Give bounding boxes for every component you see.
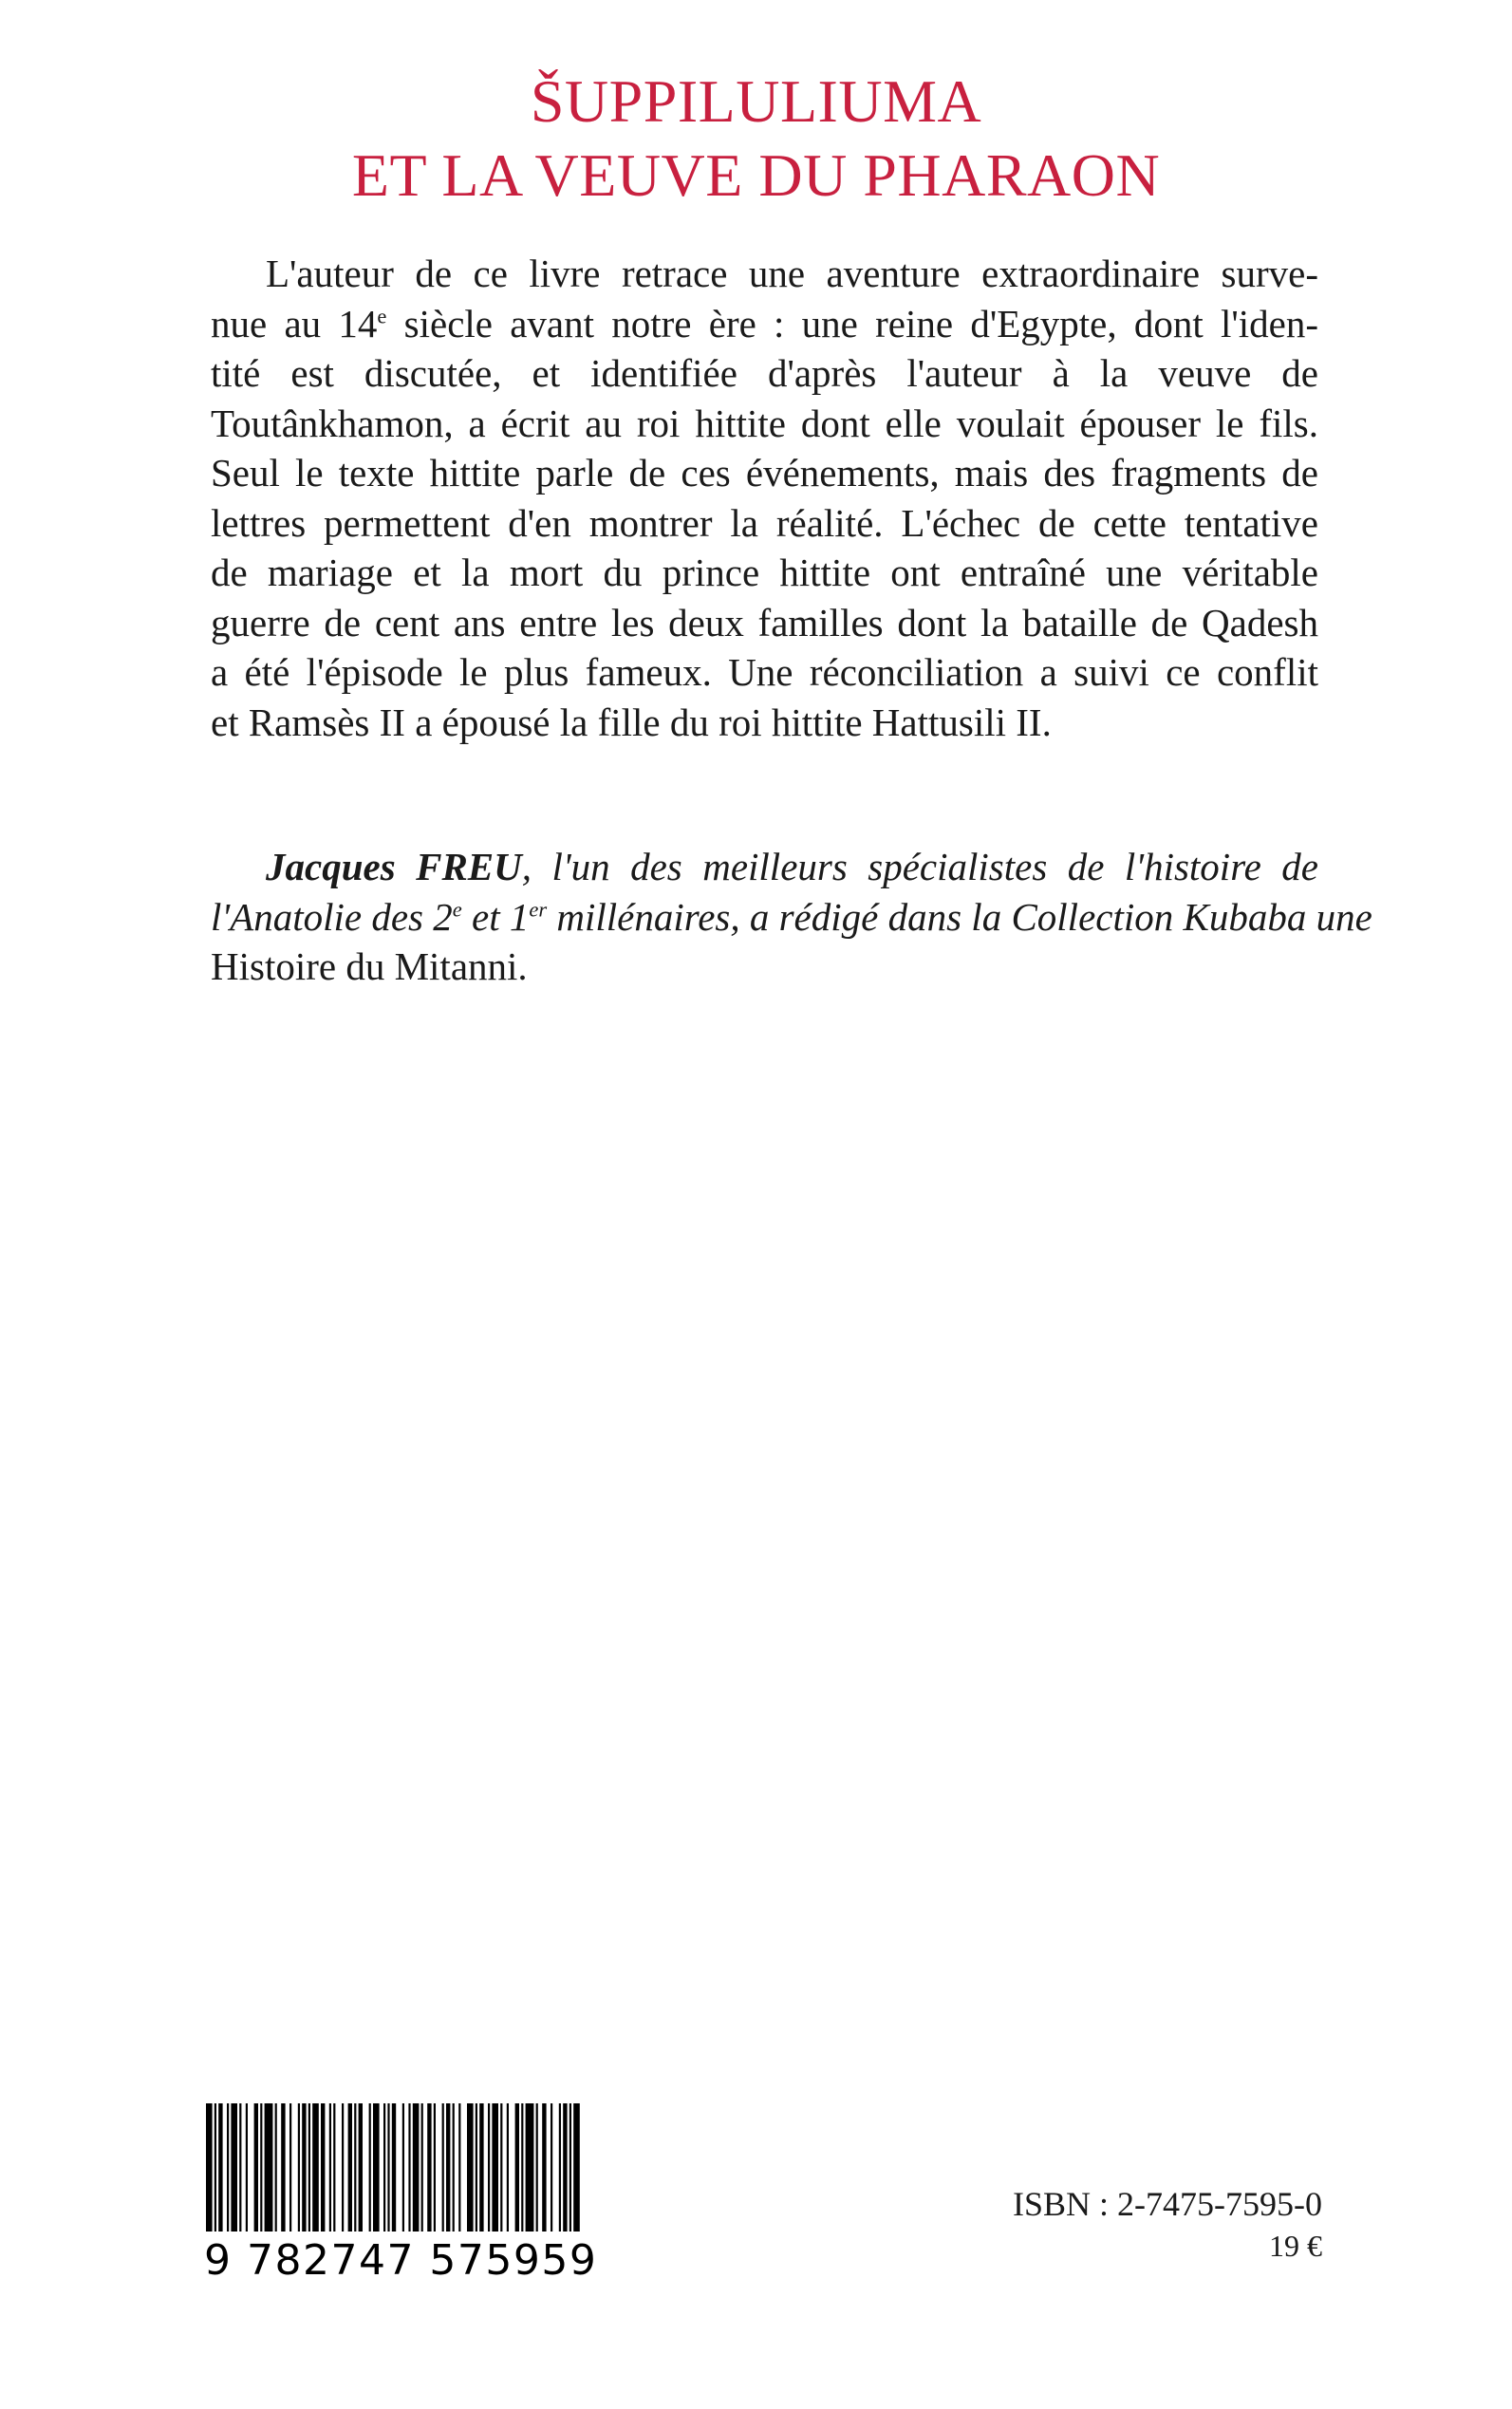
barcode-bar bbox=[215, 2103, 216, 2232]
barcode-bar bbox=[342, 2103, 344, 2232]
barcode-bar bbox=[227, 2103, 229, 2232]
barcode-bar bbox=[333, 2103, 335, 2232]
summary-line: Toutânkhamon, a écrit au roi hittite dont elle voulait épouser le fils. bbox=[211, 401, 1318, 445]
isbn-number: ISBN : 2-7475-7595-0 bbox=[1013, 2185, 1322, 2223]
summary-line: Seul le texte hittite parle de ces événements, mais des fragments de bbox=[211, 451, 1318, 495]
author-bio bbox=[211, 842, 1372, 992]
barcode-bar bbox=[354, 2103, 356, 2232]
summary-paragraph bbox=[211, 249, 1318, 747]
barcode-bar bbox=[536, 2103, 538, 2232]
barcode-bar bbox=[387, 2103, 389, 2232]
barcode-bar bbox=[265, 2103, 273, 2232]
summary-line: de mariage et la mort du prince hittite ont entraîné une véritable bbox=[211, 551, 1318, 594]
barcode-bar bbox=[281, 2103, 285, 2232]
summary-line: lettres permettent d'en montrer la réalité. L'échec de cette tentative bbox=[211, 500, 1318, 545]
barcode-bar bbox=[442, 2103, 444, 2232]
barcode-bar bbox=[260, 2103, 262, 2232]
barcode-bar bbox=[308, 2103, 310, 2232]
barcode-bar bbox=[446, 2103, 450, 2232]
barcode-bar bbox=[246, 2103, 248, 2232]
barcode-bar bbox=[526, 2103, 534, 2232]
superscript: e bbox=[377, 303, 387, 327]
barcode-bar bbox=[476, 2103, 477, 2232]
book-title-line-1: ŠUPPILULIUMA bbox=[530, 67, 982, 135]
summary-line: tité est discutée, et identifiée d'après l'auteur à la veuve de bbox=[211, 351, 1318, 395]
summary-line: L'auteur de ce livre retrace une aventure extraordinaire surve- bbox=[266, 252, 1318, 295]
summary-line: guerre de cent ans entre les deux familles dont la bataille de Qadesh bbox=[211, 600, 1318, 644]
author-bio-line: Jacques FREU, l'un des meilleurs spécialistes de l'histoire de bbox=[266, 845, 1318, 888]
barcode-bar bbox=[408, 2103, 410, 2232]
barcode-bar bbox=[383, 2103, 385, 2232]
barcode-bar bbox=[218, 2103, 222, 2232]
barcode bbox=[204, 2103, 598, 2293]
barcode-bar bbox=[488, 2103, 490, 2232]
barcode-bar bbox=[275, 2103, 277, 2232]
author-bio-line: l'Anatolie des 2e et 1er millénaires, a rédigé dans la Collection Kubaba une bbox=[211, 894, 1372, 939]
barcode-bar bbox=[458, 2103, 460, 2232]
barcode-bar bbox=[563, 2103, 567, 2232]
barcode-bar bbox=[302, 2103, 306, 2232]
barcode-bar bbox=[373, 2103, 380, 2232]
barcode-bar bbox=[573, 2103, 580, 2232]
barcode-bar bbox=[521, 2103, 523, 2232]
barcode-bar bbox=[321, 2103, 325, 2232]
barcode-bar bbox=[289, 2103, 291, 2232]
barcode-bar bbox=[453, 2103, 455, 2232]
barcode-bar bbox=[542, 2103, 546, 2232]
barcode-bar bbox=[206, 2103, 213, 2232]
barcode-bar bbox=[239, 2103, 241, 2232]
barcode-bar bbox=[559, 2103, 561, 2232]
barcode-bar bbox=[312, 2103, 319, 2232]
price: 19 € bbox=[1269, 2229, 1322, 2263]
barcode-digits: 9 782747 575959 bbox=[204, 2236, 598, 2285]
barcode-bar bbox=[369, 2103, 371, 2232]
author-name: Jacques FREU bbox=[266, 845, 522, 888]
barcode-bar bbox=[231, 2103, 237, 2232]
barcode-bar bbox=[298, 2103, 300, 2232]
barcode-bar bbox=[359, 2103, 363, 2232]
barcode-bar bbox=[500, 2103, 502, 2232]
barcode-bar bbox=[434, 2103, 436, 2232]
barcode-bar bbox=[392, 2103, 396, 2232]
barcode-bar bbox=[551, 2103, 552, 2232]
book-title-line-2: ET LA VEUVE DU PHARAON bbox=[351, 141, 1161, 209]
book-title bbox=[0, 65, 1512, 213]
barcode-bar bbox=[515, 2103, 519, 2232]
barcode-bar bbox=[479, 2103, 483, 2232]
summary-line: a été l'épisode le plus fameux. Une réconciliation a suivi ce conflit bbox=[211, 650, 1318, 694]
summary-line: et Ramsès II a épousé la fille du roi hittite Hattusili II. bbox=[211, 700, 1052, 744]
barcode-bar bbox=[254, 2103, 258, 2232]
author-bio-line: Histoire du Mitanni. bbox=[211, 944, 528, 988]
barcode-bar bbox=[348, 2103, 352, 2232]
barcode-bar bbox=[507, 2103, 509, 2232]
summary-line: nue au 14e siècle avant notre ère : une reine d'Egypte, dont l'iden- bbox=[211, 301, 1318, 345]
barcode-bars bbox=[204, 2103, 584, 2236]
barcode-bar bbox=[569, 2103, 571, 2232]
barcode-bar bbox=[329, 2103, 331, 2232]
barcode-bar bbox=[427, 2103, 431, 2232]
barcode-bar bbox=[421, 2103, 423, 2232]
barcode-bar bbox=[413, 2103, 420, 2232]
barcode-bar bbox=[467, 2103, 474, 2232]
barcode-bar bbox=[402, 2103, 404, 2232]
barcode-bar bbox=[492, 2103, 498, 2232]
